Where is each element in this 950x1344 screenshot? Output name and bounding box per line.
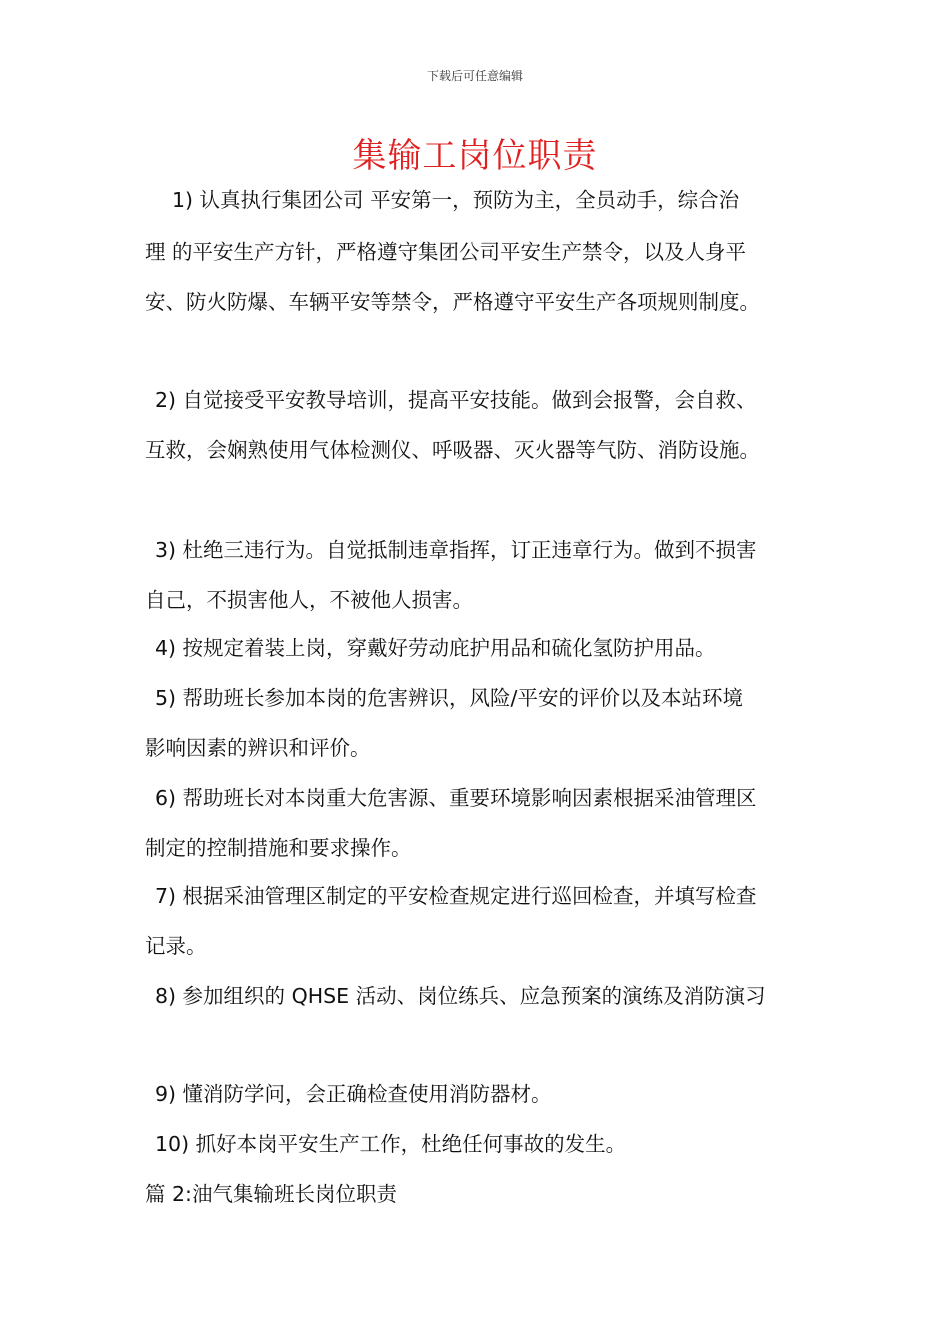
paragraph-line: 4) 按规定着装上岗，穿戴好劳动庇护用品和硫化氢防护用品。	[155, 636, 716, 660]
paragraph-line: 理 的平安生产方针，严格遵守集团公司平安生产禁令，以及人身平	[145, 240, 747, 264]
document-title: 集输工岗位职责	[352, 136, 598, 176]
paragraph-line: 6) 帮助班长对本岗重大危害源、重要环境影响因素根据采油管理区	[155, 786, 757, 810]
paragraph-line: 互救，会娴熟使用气体检测仪、呼吸器、灭火器等气防、消防设施。	[145, 438, 760, 462]
paragraph-line: 3) 杜绝三违行为。自觉抵制违章指挥，订正违章行为。做到不损害	[155, 538, 757, 562]
paragraph-line: 自己，不损害他人，不被他人损害。	[145, 588, 473, 612]
paragraph-line: 安、防火防爆、车辆平安等禁令，严格遵守平安生产各项规则制度。	[145, 290, 760, 314]
paragraph-line: 9) 懂消防学问，会正确检查使用消防器材。	[155, 1082, 552, 1106]
paragraph-line: 影响因素的辨识和评价。	[145, 736, 371, 760]
paragraph-line: 记录。	[145, 934, 207, 958]
header-note: 下载后可任意编辑	[426, 69, 523, 83]
paragraph-line: 1) 认真执行集团公司 平安第一，预防为主，全员动手，综合治	[172, 188, 740, 212]
paragraph-line: 制定的控制措施和要求操作。	[145, 836, 412, 860]
paragraph-line: 8) 参加组织的 QHSE 活动、岗位练兵、应急预案的演练及消防演习	[155, 984, 766, 1008]
paragraph-line: 7) 根据采油管理区制定的平安检查规定进行巡回检查，并填写检查	[155, 884, 757, 908]
paragraph-line: 10) 抓好本岗平安生产工作，杜绝任何事故的发生。	[155, 1132, 627, 1156]
paragraph-line: 2) 自觉接受平安教导培训，提高平安技能。做到会报警，会自救、	[155, 388, 757, 412]
section-heading: 篇 2:油气集输班长岗位职责	[145, 1182, 397, 1206]
paragraph-line: 5) 帮助班长参加本岗的危害辨识，风险/平安的评价以及本站环境	[155, 686, 743, 710]
